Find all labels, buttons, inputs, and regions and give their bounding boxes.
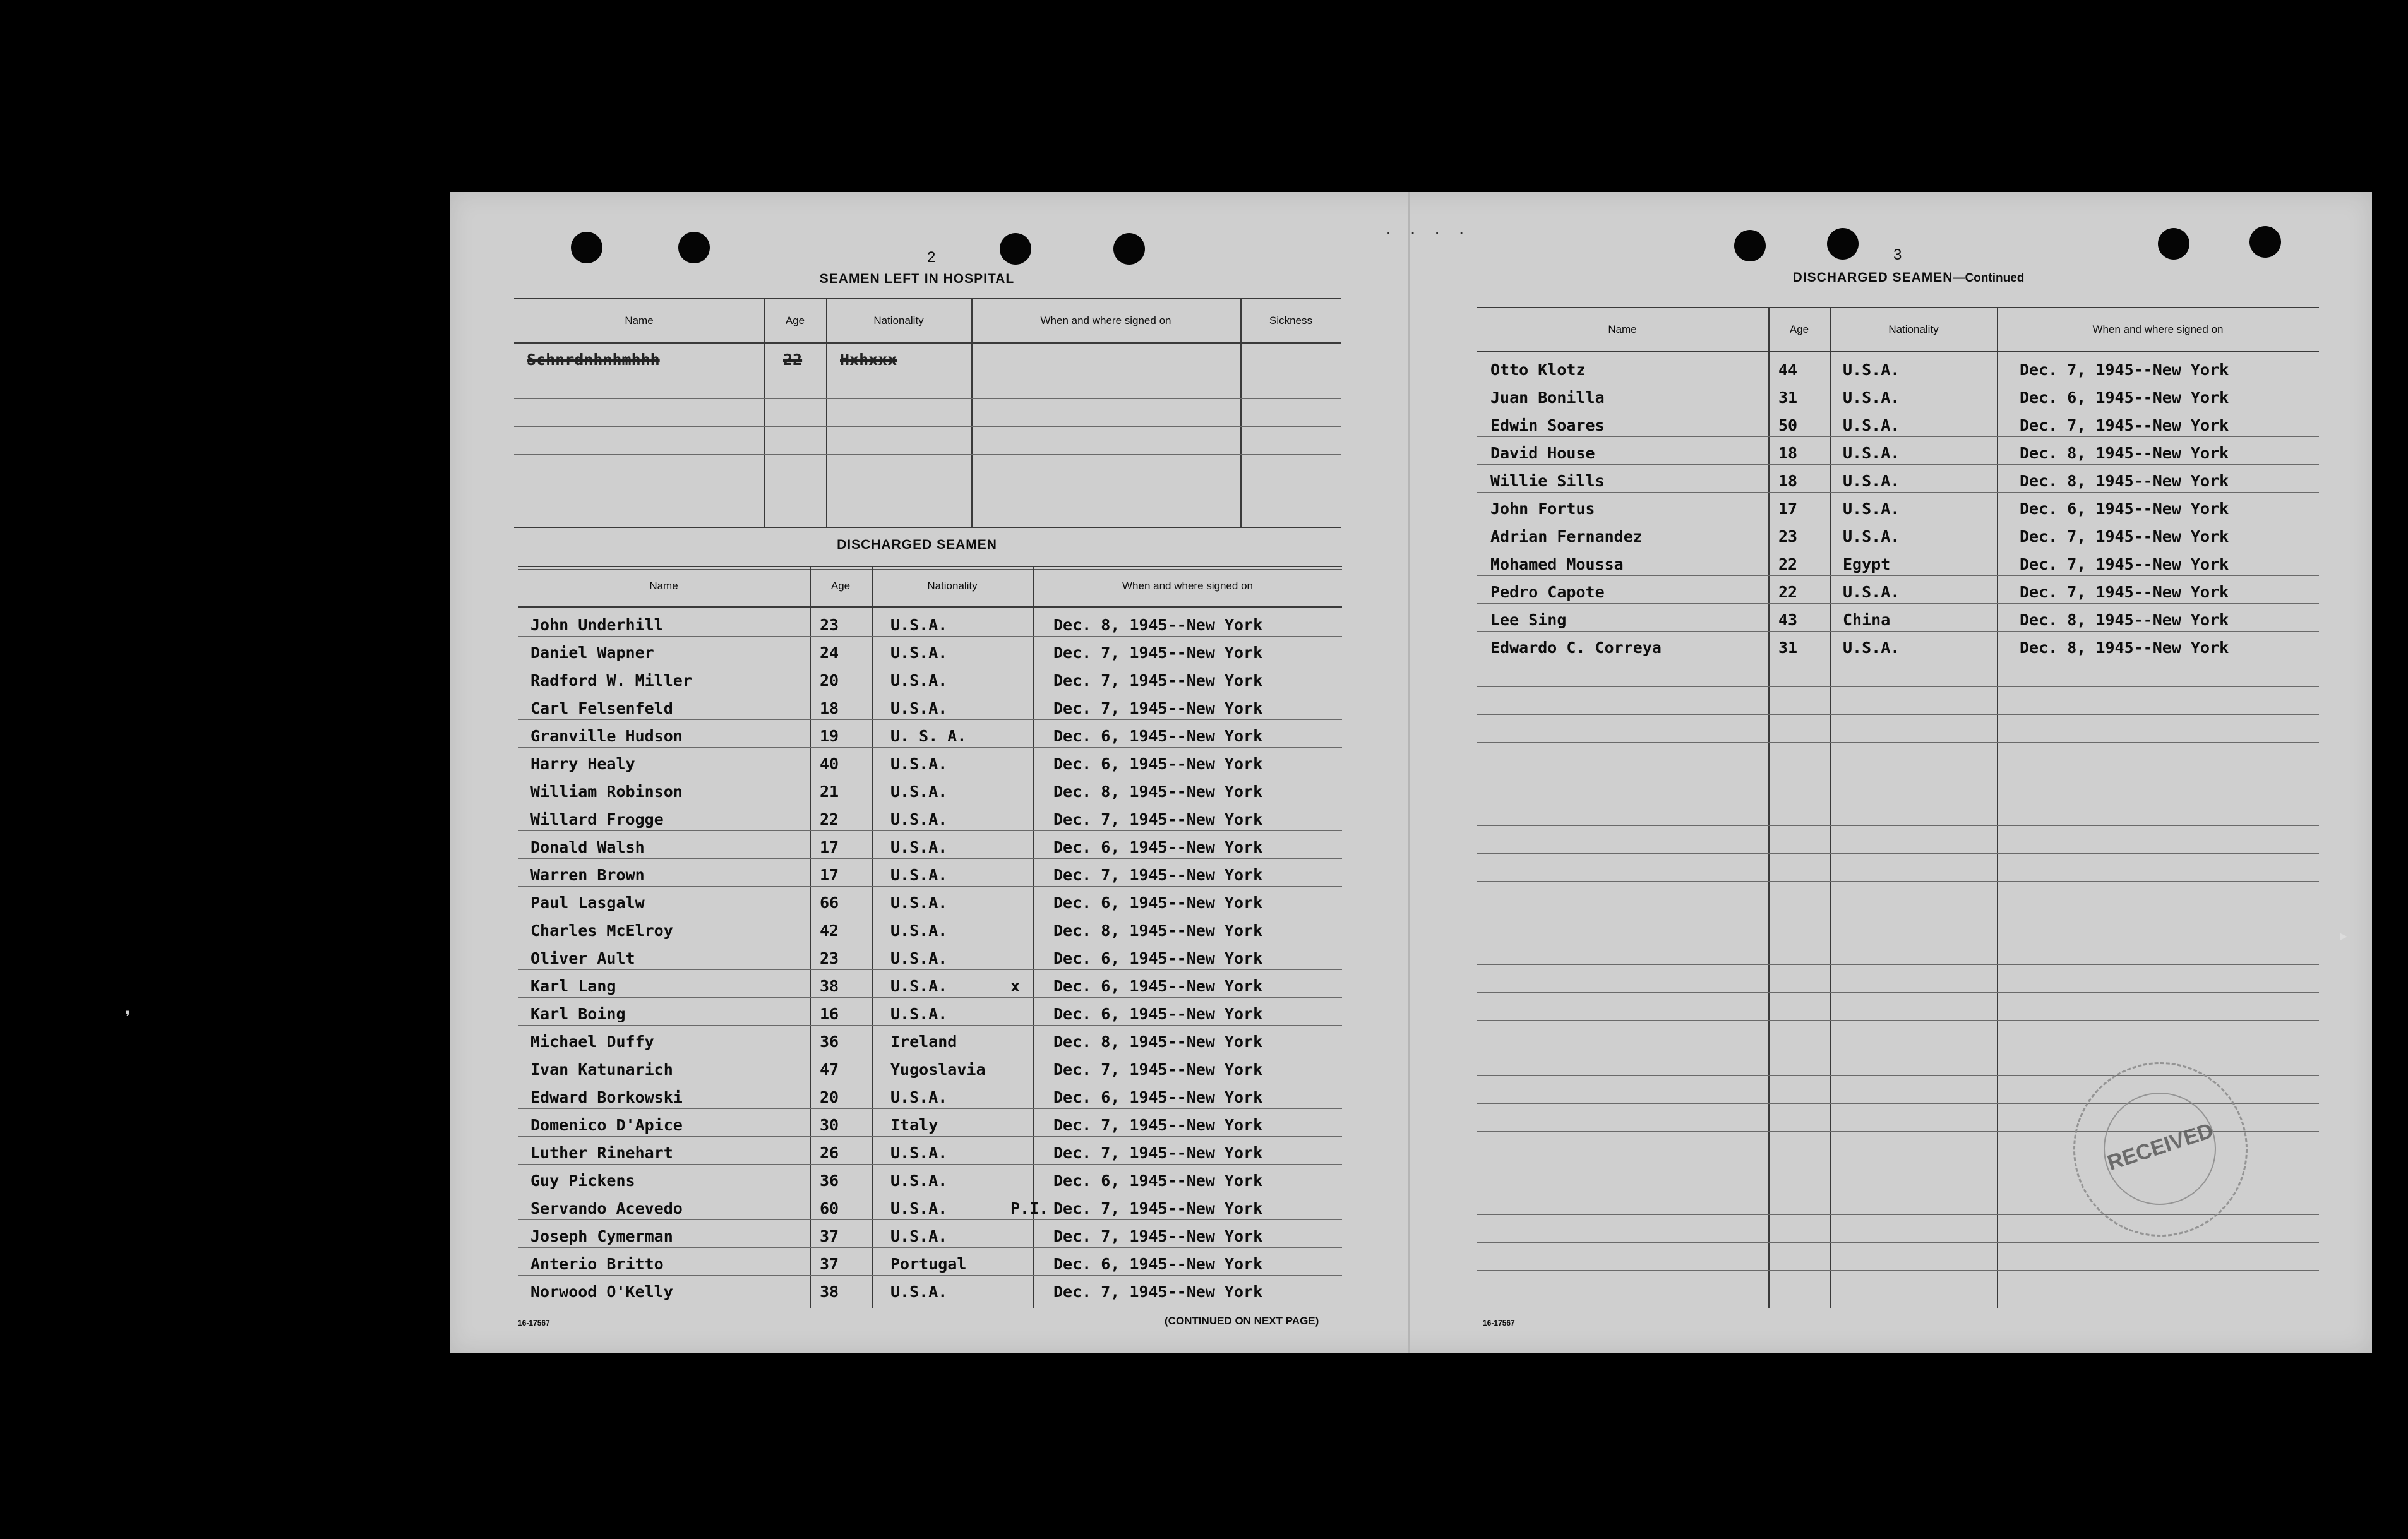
seaman-age: 22 [820, 810, 839, 829]
seaman-name: Karl Boing [530, 1005, 626, 1023]
seaman-signed-on: Dec. 7, 1945--New York [1053, 1144, 1263, 1162]
seaman-age: 31 [1778, 388, 1798, 407]
seaman-signed-on: Dec. 6, 1945--New York [2020, 388, 2229, 407]
seaman-age: 20 [820, 671, 839, 690]
seaman-age: 19 [820, 727, 839, 745]
seaman-name: Pedro Capote [1490, 583, 1605, 601]
table-row [1477, 437, 2319, 465]
discharged-heading: DISCHARGED SEAMEN [837, 537, 997, 552]
seaman-signed-on: Dec. 6, 1945--New York [1053, 977, 1263, 995]
col-header-age: Age [785, 314, 805, 326]
seaman-signed-on: Dec. 6, 1945--New York [1053, 1171, 1263, 1190]
seaman-name: Juan Bonilla [1490, 388, 1605, 407]
seaman-nationality: U.S.A. [890, 1005, 948, 1023]
seaman-signed-on: Dec. 8, 1945--New York [2020, 638, 2229, 657]
seaman-nationality: U.S.A. [890, 671, 948, 690]
seaman-age: 42 [820, 921, 839, 940]
seaman-name: Otto Klotz [1490, 361, 1586, 379]
col-header-age: Age [830, 580, 851, 592]
table-row [518, 1276, 1342, 1303]
seaman-age: 20 [820, 1088, 839, 1106]
crossed-age: 22 [783, 350, 803, 369]
seaman-age: 18 [1778, 472, 1798, 490]
seaman-age: 60 [820, 1199, 839, 1218]
col-header-name: Name [1608, 323, 1637, 335]
table-row [518, 692, 1342, 720]
seaman-nationality: U.S.A. [890, 1227, 948, 1245]
seaman-nationality: China [1843, 611, 1891, 629]
seaman-age: 21 [820, 782, 839, 801]
seaman-nationality: U.S.A. [1843, 527, 1900, 546]
seaman-signed-on: Dec. 7, 1945--New York [2020, 361, 2229, 379]
seaman-nationality: U.S.A. [890, 1171, 948, 1190]
seaman-name: Carl Felsenfeld [530, 699, 673, 717]
seaman-nationality: Ireland [890, 1033, 957, 1051]
hospital-row-blank [514, 399, 1341, 427]
form-number: 16-17567 [1483, 1319, 1515, 1327]
seaman-nationality: U.S.A. [1843, 500, 1900, 518]
col-header-signed-on: When and where signed on [1040, 314, 1171, 326]
seaman-nationality: U.S.A. [1843, 472, 1900, 490]
col-header-name: Name [625, 314, 654, 326]
table-row [518, 1165, 1342, 1192]
seaman-signed-on: Dec. 7, 1945--New York [1053, 1116, 1263, 1134]
seaman-name: Edward Borkowski [530, 1088, 683, 1106]
table-row [518, 1053, 1342, 1081]
hospital-heading: SEAMEN LEFT IN HOSPITAL [819, 272, 1015, 286]
seaman-nationality: U.S.A. [890, 1088, 948, 1106]
seaman-nationality: U.S.A. [1843, 444, 1900, 462]
seaman-nationality: U.S.A. [890, 699, 948, 717]
table-row [1477, 743, 2319, 770]
seaman-signed-on: Dec. 8, 1945--New York [2020, 611, 2229, 629]
table-row [518, 914, 1342, 942]
seaman-age: 23 [820, 949, 839, 967]
table-row [1477, 1271, 2319, 1298]
table-row [1477, 659, 2319, 687]
seaman-name: Lee Sing [1490, 611, 1567, 629]
seaman-nationality: U.S.A. [890, 838, 948, 856]
discharged-table-left [518, 566, 1342, 1308]
seaman-name: Charles McElroy [530, 921, 673, 940]
crossed-nationality: Hxhxxx [840, 350, 897, 369]
form-number: 16-17567 [518, 1319, 550, 1327]
seaman-name: Granville Hudson [530, 727, 683, 745]
seaman-nationality: U.S.A. [890, 1144, 948, 1162]
seaman-signed-on: Dec. 8, 1945--New York [1053, 921, 1263, 940]
table-row [518, 664, 1342, 692]
discharged-continued-heading [1732, 270, 2085, 285]
seaman-name: Adrian Fernandez [1490, 527, 1643, 546]
seaman-age: 16 [820, 1005, 839, 1023]
seaman-name: Edwardo C. Correya [1490, 638, 1662, 657]
table-row [518, 998, 1342, 1026]
seaman-signed-on: Dec. 7, 1945--New York [1053, 1227, 1263, 1245]
seaman-nationality: U. S. A. [890, 727, 967, 745]
seaman-name: Ivan Katunarich [530, 1060, 673, 1079]
seaman-signed-on: Dec. 7, 1945--New York [1053, 1199, 1263, 1218]
seaman-signed-on: Dec. 8, 1945--New York [2020, 472, 2229, 490]
hospital-row-blank [514, 482, 1341, 510]
seaman-name: Paul Lasgalw [530, 894, 645, 912]
seaman-age: 18 [1778, 444, 1798, 462]
table-row [1477, 937, 2319, 965]
seaman-age: 47 [820, 1060, 839, 1079]
seaman-signed-on: Dec. 7, 1945--New York [1053, 644, 1263, 662]
seaman-age: 40 [820, 755, 839, 773]
seaman-signed-on: Dec. 7, 1945--New York [2020, 527, 2229, 546]
punch-hole [571, 232, 602, 263]
seaman-signed-on: Dec. 7, 1945--New York [1053, 671, 1263, 690]
seaman-age: 30 [820, 1116, 839, 1134]
seaman-signed-on: Dec. 8, 1945--New York [2020, 444, 2229, 462]
seaman-age: 23 [820, 616, 839, 634]
seaman-signed-on: Dec. 7, 1945--New York [1053, 1060, 1263, 1079]
seaman-name: Donald Walsh [530, 838, 645, 856]
seaman-age: 23 [1778, 527, 1798, 546]
seaman-age: 66 [820, 894, 839, 912]
table-row [518, 1081, 1342, 1109]
hospital-row-crossed [514, 344, 1341, 371]
seaman-signed-on: Dec. 8, 1945--New York [1053, 616, 1263, 634]
table-row [518, 609, 1342, 637]
seaman-signed-on: Dec. 6, 1945--New York [1053, 949, 1263, 967]
col-header-sickness: Sickness [1269, 314, 1313, 326]
table-row [1477, 882, 2319, 909]
seaman-extra-note: P.I. [1010, 1199, 1049, 1218]
table-row [518, 803, 1342, 831]
punch-hole [2249, 226, 2281, 258]
hospital-row-blank [514, 455, 1341, 482]
seaman-name: Anterio Britto [530, 1255, 664, 1273]
seaman-name: Joseph Cymerman [530, 1227, 673, 1245]
table-row [1477, 409, 2319, 437]
seaman-name: Willard Frogge [530, 810, 664, 829]
table-row [1477, 909, 2319, 937]
seaman-nationality: Portugal [890, 1255, 967, 1273]
seaman-signed-on: Dec. 6, 1945--New York [1053, 1005, 1263, 1023]
page-number: 2 [927, 249, 936, 266]
table-row [518, 970, 1342, 998]
table-row [1477, 465, 2319, 493]
seaman-name: Daniel Wapner [530, 644, 654, 662]
seaman-signed-on: Dec. 7, 1945--New York [1053, 866, 1263, 884]
seaman-name: Oliver Ault [530, 949, 635, 967]
table-row [1477, 965, 2319, 993]
seaman-name: Harry Healy [530, 755, 635, 773]
table-row [518, 720, 1342, 748]
seaman-nationality: U.S.A. [1843, 638, 1900, 657]
seaman-signed-on: Dec. 7, 1945--New York [2020, 583, 2229, 601]
col-header-nationality: Nationality [1888, 323, 1939, 335]
table-row [518, 1109, 1342, 1137]
punch-hole [678, 232, 710, 263]
seaman-signed-on: Dec. 6, 1945--New York [1053, 1255, 1263, 1273]
col-header-nationality: Nationality [927, 580, 978, 592]
seaman-signed-on: Dec. 7, 1945--New York [1053, 1283, 1263, 1301]
table-row [1477, 993, 2319, 1021]
table-row [1477, 576, 2319, 604]
seaman-signed-on: Dec. 6, 1945--New York [1053, 1088, 1263, 1106]
seaman-name: Luther Rinehart [530, 1144, 673, 1162]
table-row [1477, 1021, 2319, 1048]
col-header-signed-on: When and where signed on [2092, 323, 2224, 335]
table-row [1477, 715, 2319, 743]
seaman-age: 18 [820, 699, 839, 717]
seaman-nationality: U.S.A. [1843, 416, 1900, 434]
seaman-nationality: U.S.A. [890, 949, 948, 967]
table-row [518, 1026, 1342, 1053]
seaman-age: 37 [820, 1255, 839, 1273]
seaman-nationality: Yugoslavia [890, 1060, 986, 1079]
punch-hole [2158, 228, 2189, 260]
seaman-nationality: U.S.A. [890, 894, 948, 912]
table-row [1477, 354, 2319, 381]
seaman-name: David House [1490, 444, 1595, 462]
seaman-signed-on: Dec. 7, 1945--New York [2020, 416, 2229, 434]
col-header-name: Name [649, 580, 678, 592]
seaman-name: Willie Sills [1490, 472, 1605, 490]
left-margin-mark: ❜ [121, 1007, 135, 1032]
seaman-nationality: U.S.A. [890, 810, 948, 829]
seaman-age: 24 [820, 644, 839, 662]
seaman-age: 22 [1778, 555, 1798, 573]
seaman-nationality: U.S.A. [890, 921, 948, 940]
page-number: 3 [1893, 246, 1902, 263]
seaman-nationality: U.S.A. [1843, 388, 1900, 407]
seaman-nationality: U.S.A. [890, 1199, 948, 1218]
seaman-nationality: U.S.A. [890, 782, 948, 801]
seaman-age: 38 [820, 977, 839, 995]
seaman-age: 31 [1778, 638, 1798, 657]
seaman-nationality: U.S.A. [1843, 583, 1900, 601]
seaman-age: 17 [1778, 500, 1798, 518]
hospital-row-blank [514, 371, 1341, 399]
heading-suffix: —Continued [1953, 272, 2025, 285]
seaman-signed-on: Dec. 8, 1945--New York [1053, 1033, 1263, 1051]
table-row [518, 1137, 1342, 1165]
table-row [518, 748, 1342, 775]
col-header-signed-on: When and where signed on [1122, 580, 1253, 592]
seaman-nationality: U.S.A. [890, 755, 948, 773]
punch-hole [1113, 233, 1145, 265]
table-row [518, 1220, 1342, 1248]
table-row [1477, 854, 2319, 882]
page-fold [1408, 192, 1410, 1353]
table-row [518, 1192, 1342, 1220]
seaman-name: Edwin Soares [1490, 416, 1605, 434]
col-header-age: Age [1789, 323, 1809, 335]
stray-marks: . . . . [1384, 222, 1470, 238]
margin-arrow-mark: ▸ [2338, 925, 2350, 947]
table-row [1477, 548, 2319, 576]
table-row [518, 831, 1342, 859]
punch-hole [1827, 228, 1859, 260]
seaman-signed-on: Dec. 6, 1945--New York [2020, 500, 2229, 518]
seaman-signed-on: Dec. 7, 1945--New York [2020, 555, 2229, 573]
punch-hole [1000, 233, 1031, 265]
seaman-nationality: U.S.A. [890, 866, 948, 884]
seaman-nationality: Egypt [1843, 555, 1891, 573]
seaman-nationality: U.S.A. [890, 1283, 948, 1301]
seaman-name: Warren Brown [530, 866, 645, 884]
continued-note: (CONTINUED ON NEXT PAGE) [1165, 1315, 1319, 1327]
seaman-signed-on: Dec. 6, 1945--New York [1053, 894, 1263, 912]
table-row [1477, 826, 2319, 854]
col-header-nationality: Nationality [873, 314, 924, 326]
stamp-text: RECEIVED [2104, 1118, 2217, 1175]
table-row [1477, 770, 2319, 798]
table-row [518, 942, 1342, 970]
table-row [1477, 604, 2319, 632]
seaman-name: Michael Duffy [530, 1033, 654, 1051]
crossed-name: Schnrdnhnhmhhh [527, 350, 660, 369]
seaman-age: 44 [1778, 361, 1798, 379]
table-row [1477, 1243, 2319, 1271]
table-row [1477, 632, 2319, 659]
seaman-nationality: Italy [890, 1116, 938, 1134]
seaman-name: Karl Lang [530, 977, 616, 995]
seaman-age: 17 [820, 866, 839, 884]
punch-hole [1734, 230, 1766, 261]
seaman-age: 22 [1778, 583, 1798, 601]
hospital-row-blank [514, 427, 1341, 455]
seaman-signed-on: Dec. 7, 1945--New York [1053, 810, 1263, 829]
seaman-signed-on: Dec. 7, 1945--New York [1053, 699, 1263, 717]
table-row [518, 1248, 1342, 1276]
seaman-name: Guy Pickens [530, 1171, 635, 1190]
seaman-name: John Fortus [1490, 500, 1595, 518]
table-row [1477, 798, 2319, 826]
table-row [518, 887, 1342, 914]
seaman-name: William Robinson [530, 782, 683, 801]
seaman-signed-on: Dec. 6, 1945--New York [1053, 838, 1263, 856]
heading-text: DISCHARGED SEAMEN [1792, 270, 1953, 285]
seaman-extra-note: x [1010, 977, 1021, 995]
seaman-age: 50 [1778, 416, 1798, 434]
hospital-table [514, 298, 1341, 528]
seaman-nationality: U.S.A. [890, 644, 948, 662]
seaman-age: 36 [820, 1033, 839, 1051]
seaman-age: 37 [820, 1227, 839, 1245]
seaman-name: Radford W. Miller [530, 671, 692, 690]
seaman-age: 36 [820, 1171, 839, 1190]
table-row [1477, 520, 2319, 548]
seaman-nationality: U.S.A. [890, 977, 948, 995]
table-row [518, 775, 1342, 803]
table-row [1477, 493, 2319, 520]
seaman-signed-on: Dec. 6, 1945--New York [1053, 755, 1263, 773]
seaman-nationality: U.S.A. [1843, 361, 1900, 379]
seaman-name: Servando Acevedo [530, 1199, 683, 1218]
seaman-signed-on: Dec. 6, 1945--New York [1053, 727, 1263, 745]
table-row [518, 859, 1342, 887]
table-row [1477, 381, 2319, 409]
seaman-name: Norwood O'Kelly [530, 1283, 673, 1301]
seaman-age: 17 [820, 838, 839, 856]
table-row [518, 637, 1342, 664]
seaman-name: John Underhill [530, 616, 664, 634]
seaman-age: 43 [1778, 611, 1798, 629]
seaman-nationality: U.S.A. [890, 616, 948, 634]
seaman-age: 38 [820, 1283, 839, 1301]
seaman-name: Domenico D'Apice [530, 1116, 683, 1134]
seaman-name: Mohamed Moussa [1490, 555, 1624, 573]
received-stamp [2073, 1062, 2248, 1237]
seaman-age: 26 [820, 1144, 839, 1162]
table-row [1477, 687, 2319, 715]
seaman-signed-on: Dec. 8, 1945--New York [1053, 782, 1263, 801]
